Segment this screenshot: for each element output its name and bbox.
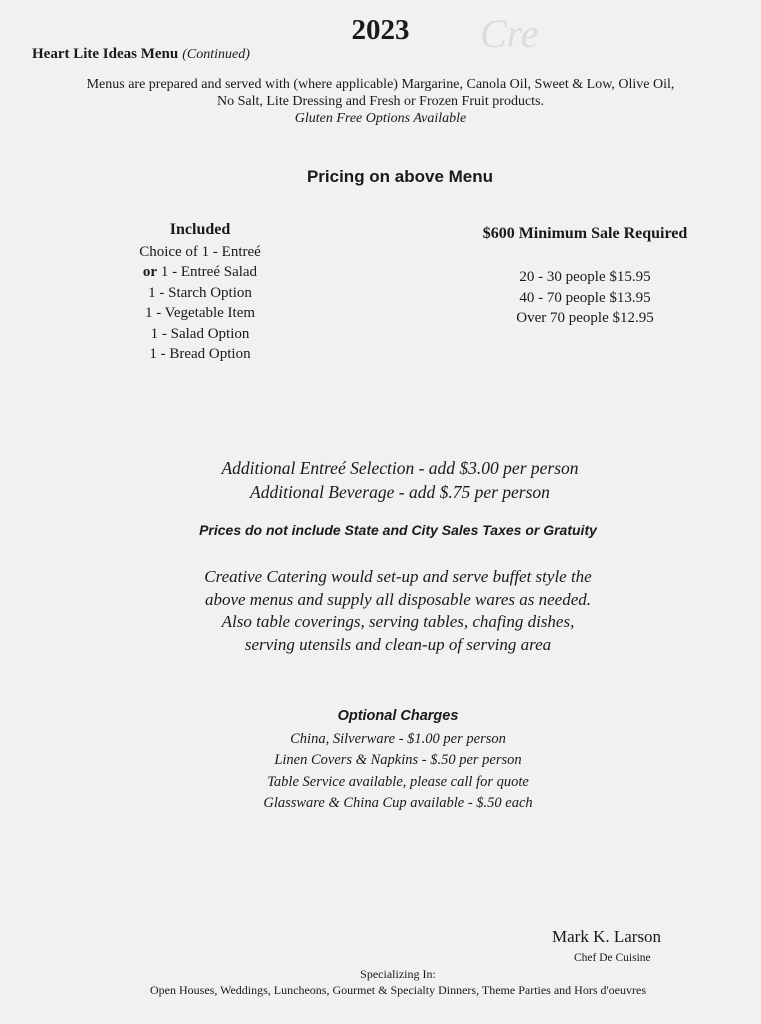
included-item: 1 - Salad Option [150, 325, 250, 342]
service-line: Also table coverings, serving tables, chafing dishes, [221, 612, 575, 631]
pricing-title: Pricing on above Menu [306, 167, 494, 186]
price-row: 20 - 30 people $15.95 [519, 269, 651, 285]
intro-line-2: No Salt, Lite Dressing and Fresh or Frozen Fruit products. [216, 94, 544, 109]
optional-charge-item: Table Service available, please call for quote [267, 773, 529, 790]
price-row: Over 70 people $12.95 [516, 310, 654, 326]
optional-charge-item: Glassware & China Cup available - $.50 each [263, 795, 533, 811]
included-heading: Included [169, 221, 231, 238]
included-item: 1 - Bread Option [149, 346, 251, 362]
price-row: 40 - 70 people $13.95 [519, 289, 651, 306]
minimum-sale-section [450, 225, 720, 329]
bleed-through-watermark: Cre [480, 11, 539, 56]
menu-title [32, 46, 250, 63]
optional-charges-section [0, 706, 761, 815]
service-line: above menus and supply all disposable wares as needed. [204, 589, 592, 609]
service-line: Creative Catering would set-up and serve buffet style the [204, 567, 592, 586]
chef-title: Chef De Cuisine [574, 952, 651, 964]
page-year: 2023 [351, 14, 410, 46]
additional-entree-line: Additional Entreé Selection - add $3.00 per person [221, 458, 579, 478]
optional-charges-heading: Optional Charges [337, 708, 459, 724]
intro-line-1: Menus are prepared and served with (where applicable) Margarine, Canola Oil, Sweet & Low, Olive Oil, [86, 77, 675, 92]
minimum-sale-heading: $600 Minimum Sale Required [482, 225, 688, 242]
service-line: serving utensils and clean-up of serving area [244, 634, 552, 654]
included-item: 1 - Vegetable Item [144, 305, 256, 321]
taxes-note: Prices do not include State and City Sales Taxes or Gratuity [199, 522, 597, 538]
additional-beverage-line: Additional Beverage - add $.75 per person [250, 482, 550, 502]
intro-paragraph [0, 76, 761, 127]
service-description [0, 566, 761, 656]
optional-charge-item: China, Silverware - $1.00 per person [290, 730, 506, 747]
or-word: or [142, 264, 158, 280]
additional-charges [0, 456, 761, 504]
specializing-footer [0, 966, 761, 998]
specializing-heading: Specializing In: [360, 967, 436, 981]
included-section [100, 220, 300, 365]
gluten-free-note: Gluten Free Options Available [294, 111, 467, 126]
menu-title-text: Heart Lite Ideas Menu [32, 46, 179, 62]
included-item-text: 1 - Entreé Salad [160, 264, 258, 280]
included-item: 1 - Starch Option [148, 284, 252, 301]
specializing-list: Open Houses, Weddings, Luncheons, Gourmet & Specialty Dinners, Theme Parties and Hors d'oeuvres [150, 983, 646, 997]
menu-title-continued: (Continued) [182, 47, 250, 62]
included-item: Choice of 1 - Entreé [139, 243, 261, 260]
included-item [100, 262, 300, 283]
chef-name: Mark K. Larson [552, 927, 662, 946]
optional-charge-item: Linen Covers & Napkins - $.50 per person [274, 752, 522, 768]
